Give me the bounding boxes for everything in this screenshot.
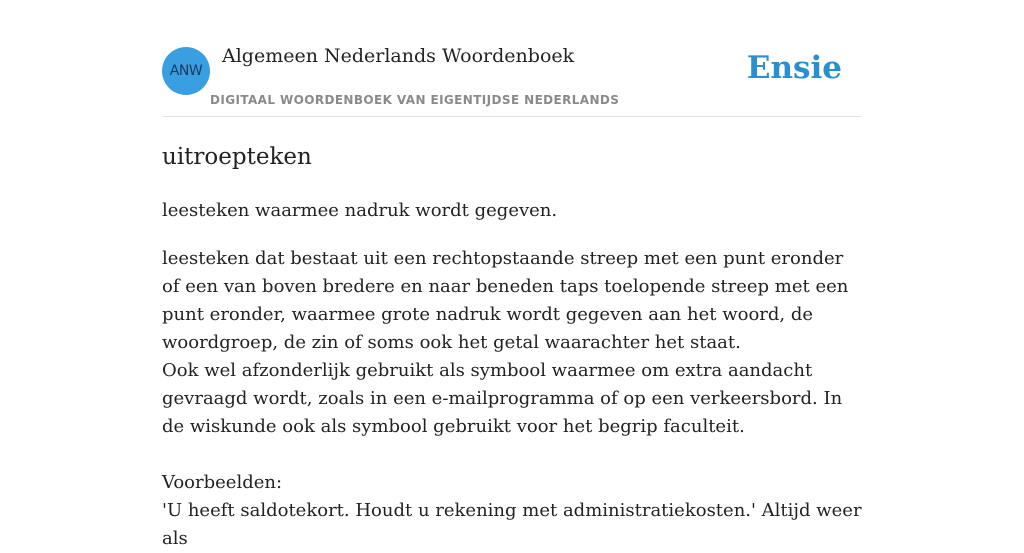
examples-label: Voorbeelden:: [162, 472, 283, 493]
site-subtitle: DIGITAAL WOORDENBOEK VAN EIGENTIJDSE NEDERLANDS: [210, 93, 620, 107]
long-definition-block: [162, 245, 862, 441]
anw-logo[interactable]: ANW: [162, 47, 210, 95]
usage-note: Ook wel afzonderlijk gebruikt als symbool waarmee om extra aandacht gevraagd wordt, zoals in een e-mailprogramma of op een verkeersbord. In de wiskunde ook als symbool gebruikt voor het begrip faculteit.: [162, 360, 843, 437]
short-definition: leesteken waarmee nadruk wordt gegeven.: [162, 200, 558, 221]
long-definition: leesteken dat bestaat uit een rechtopstaande streep met een punt eronder of een van boven bredere en naar beneden taps toelopende streep met een punt eronder, waarmee grote nadruk wordt gegeven aan het woord, de woordgroep, de zin of soms ook het getal waarachter het staat.: [162, 248, 849, 353]
site-title[interactable]: Algemeen Nederlands Woordenboek: [222, 45, 575, 67]
dictionary-page: [162, 0, 862, 553]
site-header: [162, 0, 862, 117]
ensie-logo[interactable]: Ensie: [746, 50, 842, 86]
entry-content: [162, 143, 862, 553]
example-text: 'U heeft saldotekort. Houdt u rekening met administratiekosten.' Altijd weer als: [162, 500, 862, 549]
examples-block: [162, 469, 862, 553]
entry-headword: uitroepteken: [162, 144, 312, 170]
